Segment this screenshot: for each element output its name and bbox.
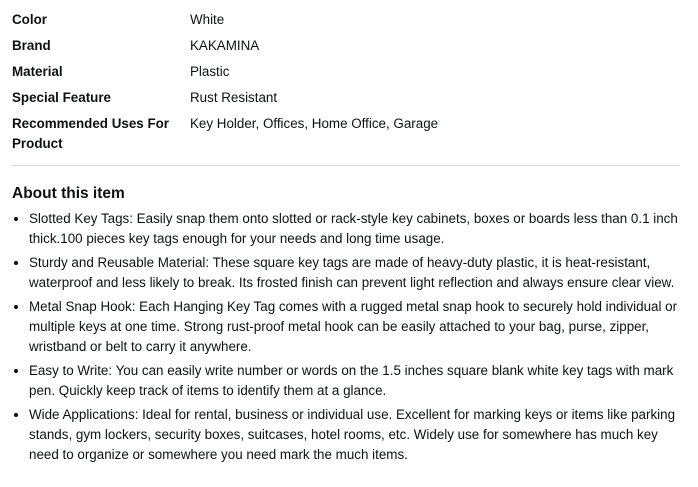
spec-value: Key Holder, Offices, Home Office, Garage — [190, 116, 439, 131]
product-specs-table — [12, 10, 438, 160]
section-divider — [12, 165, 680, 166]
feature-bullet: • Sturdy and Reusable Material: These square key tags are made of heavy-duty plastic, it is heat-resistant, waterproof and less likely to break. Its frosted finish can prevent light reflection and always ensure clear view. — [29, 253, 680, 293]
feature-bullet-list — [12, 209, 680, 465]
spec-label: Color — [12, 12, 47, 27]
spec-row-material — [12, 62, 438, 88]
spec-row-special-feature — [12, 88, 438, 114]
spec-label: Material — [12, 64, 63, 79]
spec-label: Recommended Uses For Product — [12, 116, 170, 151]
spec-row-brand — [12, 36, 438, 62]
about-this-item-heading: About this item — [12, 185, 125, 202]
feature-bullet: • Slotted Key Tags: Easily snap them onto slotted or rack-style key cabinets, boxes or boards less than 0.1 inch thick.100 pieces key tags enough for your needs and long time usage. — [29, 209, 680, 249]
spec-value: White — [190, 12, 225, 27]
spec-row-recommended-uses — [12, 114, 438, 160]
feature-bullet: • Easy to Write: You can easily write number or words on the 1.5 inches square blank white key tags with mark pen. Quickly keep track of items to identify them at a glance. — [29, 361, 680, 401]
spec-value: KAKAMINA — [190, 38, 260, 53]
feature-bullet: • Metal Snap Hook: Each Hanging Key Tag comes with a rugged metal snap hook to securely hold individual or multiple keys at one time. Strong rust-proof metal hook can be easily attached to your bag, purse, zipper, wristband or belt to carry it anywhere. — [29, 297, 680, 357]
spec-label: Brand — [12, 38, 51, 53]
feature-bullet: • Wide Applications: Ideal for rental, business or individual use. Excellent for marking keys or items like parking stands, gym lockers, security boxes, suitcases, hotel rooms, etc. Widely use for somewhere has much key need to organize or somewhere you need mark the much items. — [29, 405, 680, 465]
spec-value: Plastic — [190, 64, 230, 79]
spec-label: Special Feature — [12, 90, 111, 105]
spec-value: Rust Resistant — [190, 90, 278, 105]
spec-row-color — [12, 10, 438, 36]
